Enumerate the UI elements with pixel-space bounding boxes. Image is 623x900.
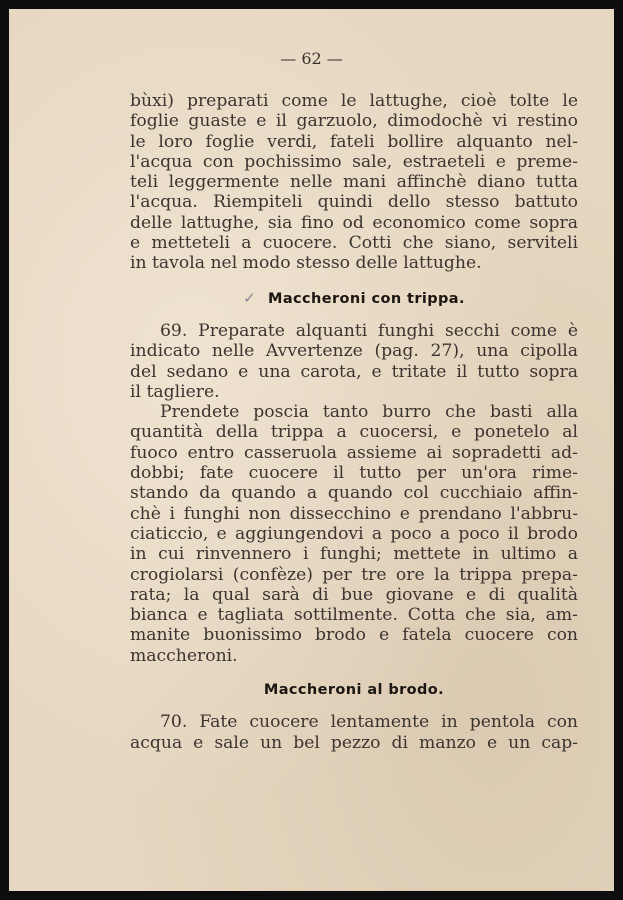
text-line: teli leggermente nelle mani affinchè diano tutta (130, 172, 578, 193)
recipe-heading-trippa (130, 288, 578, 309)
text-line: bianca e tagliata sottilmente. Cotta che sia, am- (130, 605, 578, 626)
text-line: acqua e sale un bel pezzo di manzo e un cap- (130, 732, 578, 753)
text-line: e metteteli a cuocere. Cotti che siano, serviteli (130, 233, 578, 254)
text-line: Prendete poscia tanto burro che basti alla (160, 402, 578, 423)
text-line: delle lattughe, sia fino od economico come sopra (130, 212, 578, 233)
recipe-title: Maccheroni al brodo. (263, 682, 445, 699)
book-page (9, 9, 614, 891)
text-line: rata; la qual sarà di bue giovane e di qualità (130, 584, 578, 605)
text-line: il tagliere. (130, 381, 220, 402)
recipe-heading-brodo (130, 680, 578, 700)
page-text (130, 91, 578, 753)
page-number: — 62 — (280, 49, 343, 68)
text-line: in tavola nel modo stesso delle lattughe. (130, 253, 482, 274)
text-line: l'acqua con pochissimo sale, estraeteli e preme- (130, 151, 578, 172)
text-line: 69. Preparate alquanti funghi secchi come è (160, 320, 578, 341)
text-line: in cui rinvennero i funghi; mettete in ultimo a (130, 544, 578, 565)
text-line: manite buonissimo brodo e fatela cuocere con (130, 625, 578, 646)
text-line: 70. Fate cuocere lentamente in pentola con (160, 712, 578, 733)
text-line: stando da quando a quando col cucchiaio affin- (130, 483, 578, 504)
text-line: ciaticcio, e aggiungendovi a poco a poco il brodo (130, 523, 578, 544)
text-line: chè i funghi non dissecchino e prendano l'abbru- (130, 503, 578, 524)
text-line: del sedano e una carota, e tritate il tutto sopra (130, 361, 578, 382)
text-line: crogiolarsi (confèze) per tre ore la trippa prepa- (130, 564, 578, 585)
text-line: dobbi; fate cuocere il tutto per un'ora rime- (130, 463, 578, 484)
text-line: foglie guaste e il garzuolo, dimodochè vi restino (130, 111, 578, 132)
text-line: indicato nelle Avvertenze (pag. 27), una cipolla (130, 341, 578, 362)
text-line: l'acqua. Riempiteli quindi dello stesso battuto (130, 192, 578, 213)
text-line: quantità della trippa a cuocersi, e ponetelo al (130, 422, 578, 443)
text-line: fuoco entro casseruola assieme ai sopradetti ad- (130, 442, 578, 463)
pencil-check-mark: ✓ (243, 288, 257, 307)
text-line: maccheroni. (130, 645, 238, 666)
recipe-title: Maccheroni con trippa. (268, 290, 465, 307)
text-line: bùxi) preparati come le lattughe, cioè tolte le (130, 91, 578, 111)
text-line: le loro foglie verdi, fateli bollire alquanto nel- (130, 131, 578, 152)
paragraph-recipe-69 (130, 321, 578, 666)
paragraph-lettuce-continuation (130, 91, 578, 274)
paragraph-recipe-70 (130, 712, 578, 753)
